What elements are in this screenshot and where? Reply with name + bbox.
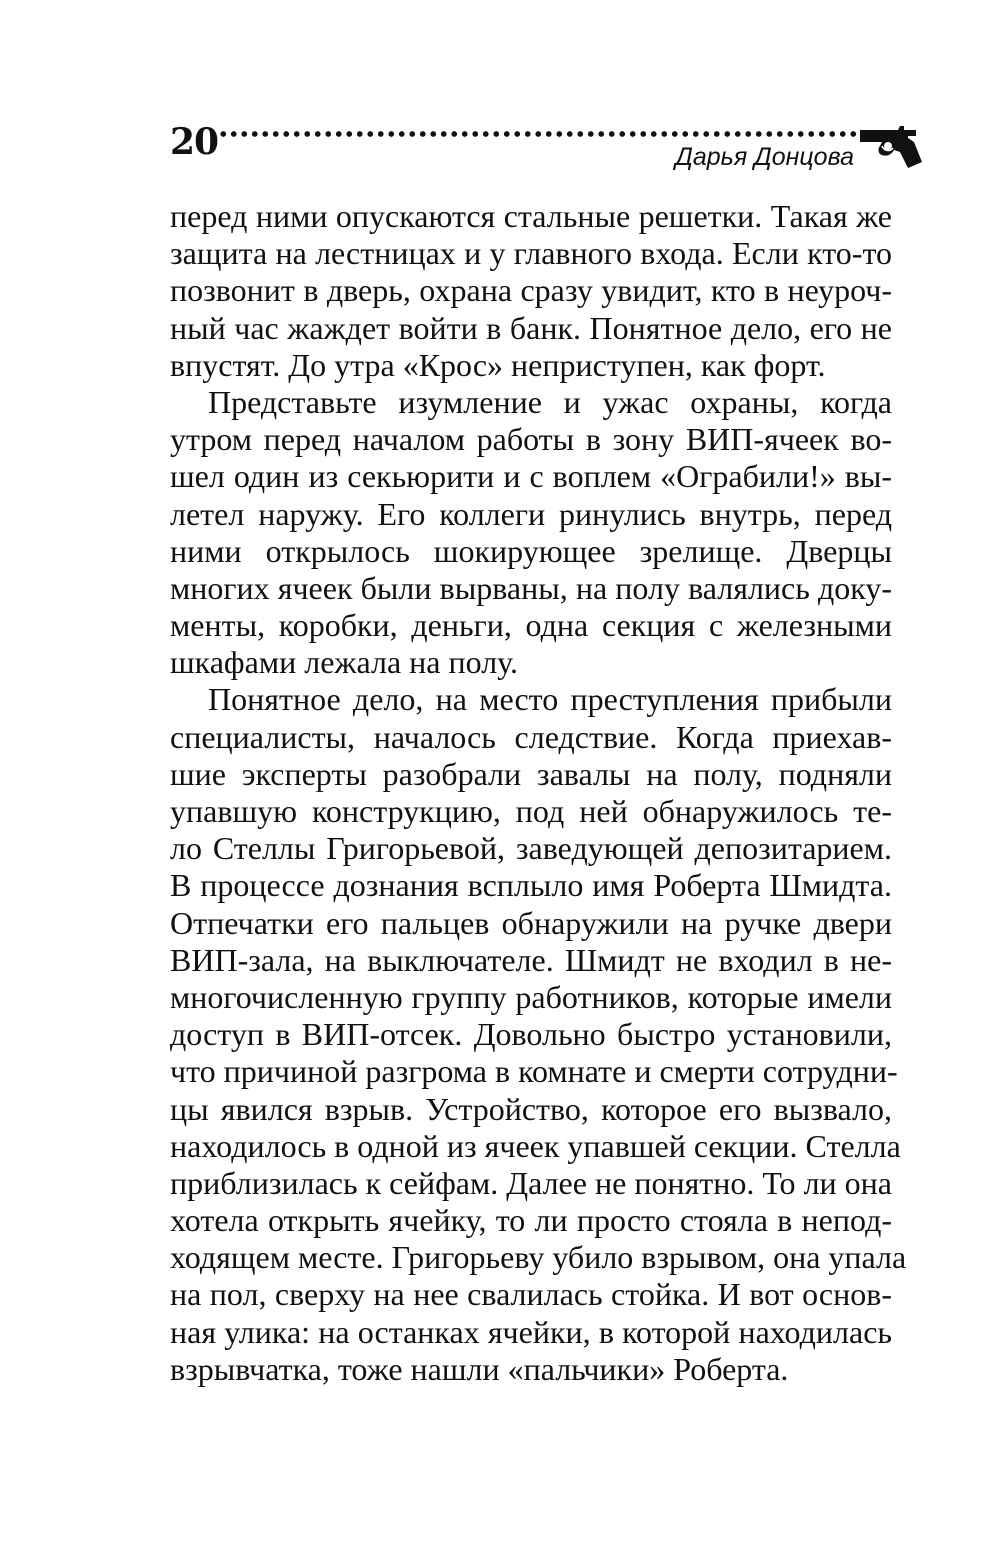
text-line: ная улика: на останках ячейки, в которой находилась <box>170 1313 892 1350</box>
text-line: летел наружу. Его коллеги ринулись внутрь, перед <box>170 495 892 532</box>
paragraph <box>170 198 892 384</box>
text-line: находилось в одной из ячеек упавшей секции. Стелла <box>170 1127 901 1164</box>
text-line: многих ячеек были вырваны, на полу валялись доку- <box>170 569 892 606</box>
text-line: шие эксперты разобрали завалы на полу, подняли <box>170 755 892 792</box>
text-line: утром перед началом работы в зону ВИП-ячеек во- <box>170 421 892 458</box>
text-line: менты, коробки, деньги, одна секция с железными <box>170 607 892 644</box>
dotted-leader <box>218 130 868 138</box>
text-line: В процессе дознания всплыло имя Роберта Шмидта. <box>170 867 892 904</box>
running-header-author: Дарья Донцова <box>675 143 854 171</box>
text-line: приблизилась к сейфам. Далее не понятно. То ли она <box>170 1164 892 1201</box>
text-line: шел один из секьюрити и с воплем «Ограбили!» вы- <box>170 458 892 495</box>
text-line: шкафами лежала на полу. <box>170 644 518 681</box>
text-line: Отпечатки его пальцев обнаружили на ручке двери <box>170 904 892 941</box>
text-line: доступ в ВИП-отсек. Довольно быстро установили, <box>170 1016 892 1053</box>
text-line: ный час жаждет войти в банк. Понятное дело, его не <box>170 309 892 346</box>
text-line: хотела открыть ячейку, то ли просто стояла в непод- <box>170 1202 892 1239</box>
text-line: ними открылось шокирующее зрелище. Дверцы <box>170 532 892 569</box>
text-line: упавшую конструкцию, под ней обнаружилось те- <box>170 793 892 829</box>
text-line: защита на лестницах и у главного входа. Если кто-то <box>170 235 892 272</box>
text-line: многочисленную группу работников, которые имели <box>170 978 892 1015</box>
page-number: 20 <box>170 121 219 163</box>
text-line: Понятное дело, на место преступления прибыли <box>208 681 892 718</box>
text-line: впустят. До утра «Крос» неприступен, как форт. <box>170 346 826 383</box>
text-line: цы явился взрыв. Устройство, которое его вызвало, <box>170 1090 892 1127</box>
text-line: что причиной разгрома в комнате и смерти сотрудни- <box>170 1053 898 1090</box>
text-line: взрывчатка, тоже нашли «пальчики» Роберта. <box>170 1350 789 1387</box>
text-line: ВИП-зала, на выключателе. Шмидт не входил в не- <box>170 941 892 978</box>
paragraph <box>170 681 907 1388</box>
book-text <box>170 198 907 1388</box>
text-line: Представьте изумление и ужас охраны, когда <box>208 383 892 420</box>
paragraph <box>170 384 892 682</box>
text-line: ло Стеллы Григорьевой, заведующей депозитарием. <box>170 830 892 867</box>
text-line: позвонит в дверь, охрана сразу увидит, кто в неуроч- <box>170 272 892 309</box>
revolver-icon <box>858 124 924 170</box>
text-line: ходящем месте. Григорьеву убило взрывом, она упала <box>170 1239 907 1276</box>
text-line: на пол, сверху на нее свалилась стойка. И вот основ- <box>170 1276 892 1313</box>
text-line: перед ними опускаются стальные решетки. Такая же <box>170 198 892 234</box>
text-line: специалисты, началось следствие. Когда приехав- <box>170 718 892 755</box>
